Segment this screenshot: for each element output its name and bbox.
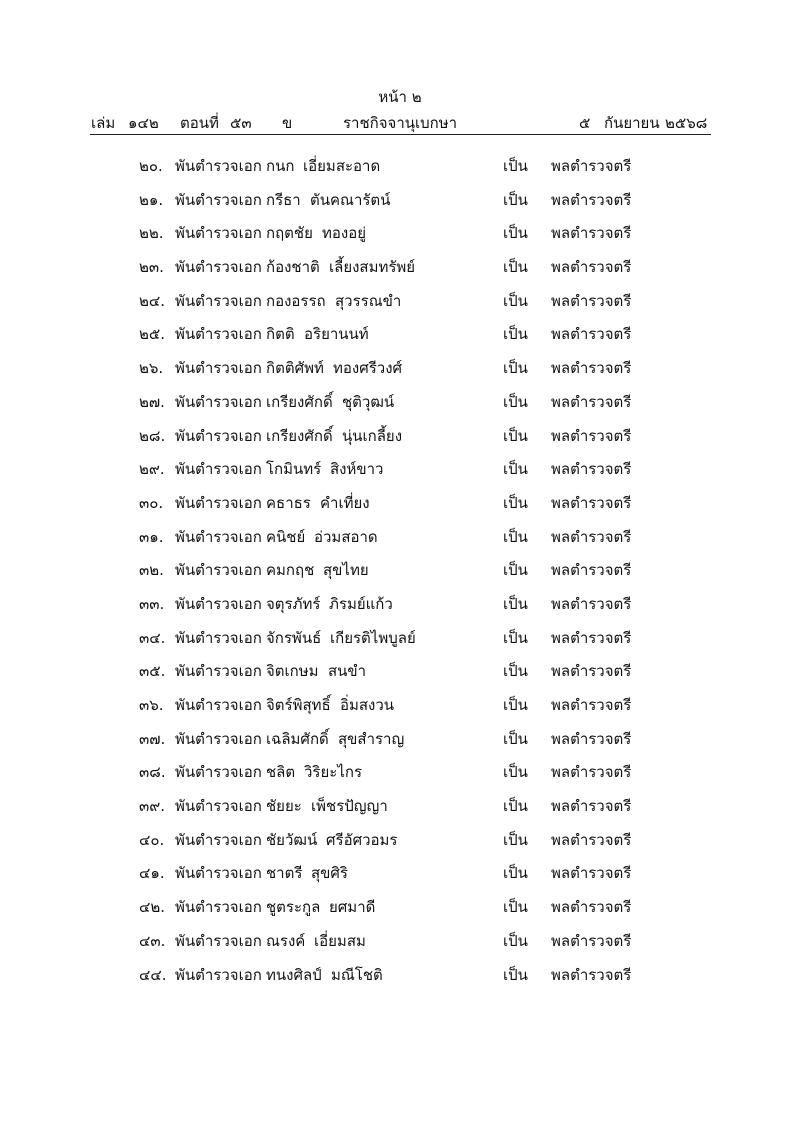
- first-name: กนก: [266, 157, 295, 175]
- date-month: กันยายน: [604, 114, 660, 132]
- last-name: สิงห์ขาว: [330, 460, 384, 479]
- new-rank: พลตำรวจตรี: [551, 797, 632, 816]
- last-name: เลี้ยงสมทรัพย์: [329, 258, 416, 277]
- list-item: [0, 830, 800, 864]
- new-rank: พลตำรวจตรี: [551, 830, 632, 849]
- current-rank: พันตำรวจเอก: [175, 224, 262, 243]
- date-day: ๕: [579, 114, 591, 132]
- current-rank: พันตำรวจเอก: [175, 628, 262, 647]
- new-rank: พลตำรวจตรี: [551, 729, 632, 748]
- as-word: เป็น: [503, 763, 528, 782]
- entry-number: ๓๗.: [139, 729, 166, 748]
- as-word: เป็น: [503, 325, 528, 344]
- as-word: เป็น: [503, 190, 528, 209]
- date-year: ๒๕๖๘: [665, 114, 708, 132]
- new-rank: พลตำรวจตรี: [551, 224, 632, 243]
- last-name: วิริยะไกร: [304, 763, 363, 782]
- first-name: กิตติศัพท์: [266, 359, 324, 378]
- list-item: [0, 628, 800, 662]
- new-rank: พลตำรวจตรี: [551, 359, 632, 378]
- as-word: เป็น: [503, 628, 528, 647]
- volume-label: เล่ม: [91, 114, 116, 132]
- first-name: เกรียงศักดิ์: [266, 392, 333, 411]
- entry-number: ๓๓.: [139, 594, 165, 613]
- first-name: เกรียงศักดิ์: [266, 426, 333, 445]
- entry-number: ๒๒.: [139, 224, 164, 243]
- current-rank: พันตำรวจเอก: [175, 830, 262, 849]
- list-item: [0, 156, 800, 190]
- first-name: จิตเกษม: [266, 662, 319, 681]
- new-rank: พลตำรวจตรี: [551, 561, 632, 580]
- first-name: คธาธร: [266, 493, 311, 512]
- as-word: เป็น: [503, 594, 528, 613]
- as-word: เป็น: [503, 460, 528, 479]
- new-rank: พลตำรวจตรี: [551, 460, 632, 479]
- first-name: ชูตระกูล: [266, 898, 321, 917]
- list-item: [0, 358, 800, 392]
- first-name: เฉลิมศักดิ์: [266, 729, 329, 748]
- first-name: ชาตรี: [266, 864, 303, 883]
- new-rank: พลตำรวจตรี: [551, 157, 632, 175]
- new-rank: พลตำรวจตรี: [551, 258, 632, 277]
- last-name: มณีโชติ: [331, 965, 383, 984]
- issue-number: ๕๓: [230, 114, 252, 132]
- first-name: กฤตชัย: [266, 224, 313, 243]
- entry-number: ๒๙.: [139, 460, 165, 479]
- first-name: กองอรรถ: [266, 291, 326, 310]
- entry-number: ๒๕.: [139, 325, 166, 344]
- current-rank: พันตำรวจเอก: [175, 662, 262, 681]
- list-item: [0, 762, 800, 796]
- first-name: ชัยยะ: [266, 797, 302, 816]
- list-item: [0, 931, 800, 965]
- last-name: ทองศรีวงศ์: [333, 359, 403, 378]
- new-rank: พลตำรวจตรี: [551, 291, 632, 310]
- list-item: [0, 257, 800, 291]
- entry-number: ๔๓.: [139, 931, 166, 950]
- list-item: [0, 223, 800, 257]
- first-name: ก้องชาติ: [266, 258, 320, 277]
- new-rank: พลตำรวจตรี: [551, 594, 632, 613]
- current-rank: พันตำรวจเอก: [175, 527, 262, 546]
- entry-number: ๔๒.: [139, 898, 166, 917]
- as-word: เป็น: [503, 696, 528, 714]
- entry-number: ๔๐.: [139, 830, 165, 849]
- last-name: คำเที่ยง: [320, 493, 370, 512]
- first-name: จิตร์พิสุทธิ์: [266, 696, 331, 714]
- first-name: จักรพันธ์: [266, 628, 322, 647]
- as-word: เป็น: [503, 931, 528, 950]
- new-rank: พลตำรวจตรี: [551, 527, 632, 546]
- entry-number: ๓๒.: [139, 561, 164, 580]
- entry-number: ๒๖.: [139, 359, 164, 378]
- list-item: [0, 695, 800, 729]
- first-name: ชลิต: [266, 763, 296, 782]
- page-number: หน้า ๒: [378, 88, 422, 106]
- last-name: ตันคณารัตน์: [310, 190, 391, 209]
- current-rank: พันตำรวจเอก: [175, 359, 262, 378]
- first-name: จตุรภัทร์: [266, 594, 321, 613]
- current-rank: พันตำรวจเอก: [175, 797, 262, 816]
- entry-number: ๓๐.: [139, 493, 164, 512]
- new-rank: พลตำรวจตรี: [551, 628, 632, 647]
- current-rank: พันตำรวจเอก: [175, 460, 262, 479]
- header-rule: [90, 134, 711, 135]
- new-rank: พลตำรวจตรี: [551, 493, 632, 512]
- first-name: คมกฤช: [266, 561, 315, 580]
- gazette-name: ราชกิจจานุเบกษา: [343, 114, 458, 132]
- as-word: เป็น: [503, 224, 528, 243]
- gazette-header: [0, 111, 800, 133]
- promotion-list: [0, 156, 800, 998]
- list-item: [0, 392, 800, 426]
- list-item: [0, 527, 800, 561]
- new-rank: พลตำรวจตรี: [551, 426, 632, 445]
- last-name: เอี่ยมสม: [314, 931, 366, 950]
- last-name: ภิรมย์แก้ว: [329, 594, 393, 613]
- entry-number: ๒๘.: [139, 426, 166, 445]
- current-rank: พันตำรวจเอก: [175, 931, 262, 950]
- entry-number: ๒๑.: [139, 190, 164, 209]
- list-item: [0, 291, 800, 325]
- first-name: ทนงศิลป์: [266, 965, 322, 984]
- entry-number: ๓๙.: [139, 797, 166, 816]
- last-name: สุขไทย: [323, 561, 369, 580]
- new-rank: พลตำรวจตรี: [551, 898, 632, 917]
- entry-number: ๓๑.: [139, 527, 164, 546]
- last-name: สุขศิริ: [311, 864, 348, 883]
- list-item: [0, 729, 800, 763]
- new-rank: พลตำรวจตรี: [551, 965, 632, 984]
- list-item: [0, 661, 800, 695]
- as-word: เป็น: [503, 426, 528, 445]
- new-rank: พลตำรวจตรี: [551, 864, 632, 883]
- list-item: [0, 459, 800, 493]
- entry-number: ๓๕.: [139, 662, 166, 681]
- first-name: ณรงค์: [266, 931, 306, 950]
- first-name: กิตติ: [266, 325, 295, 344]
- as-word: เป็น: [503, 157, 528, 175]
- current-rank: พันตำรวจเอก: [175, 157, 262, 175]
- current-rank: พันตำรวจเอก: [175, 325, 262, 344]
- new-rank: พลตำรวจตรี: [551, 325, 632, 344]
- as-word: เป็น: [503, 561, 528, 580]
- entry-number: ๓๘.: [139, 763, 166, 782]
- as-word: เป็น: [503, 662, 528, 681]
- last-name: เพ็ชรปัญญา: [311, 797, 388, 816]
- entry-number: ๒๔.: [139, 291, 166, 310]
- last-name: ยศมาดี: [329, 898, 376, 917]
- first-name: กรีธา: [266, 190, 301, 209]
- last-name: ชุติวุฒน์: [342, 392, 395, 411]
- list-item: [0, 965, 800, 999]
- list-item: [0, 796, 800, 830]
- current-rank: พันตำรวจเอก: [175, 291, 262, 310]
- new-rank: พลตำรวจตรี: [551, 696, 632, 714]
- last-name: เอี่ยมสะอาด: [303, 157, 381, 175]
- last-name: ศรีอัศวอมร: [326, 830, 398, 849]
- current-rank: พันตำรวจเอก: [175, 190, 262, 209]
- entry-number: ๓๖.: [139, 696, 164, 714]
- first-name: ชัยวัฒน์: [266, 830, 318, 849]
- current-rank: พันตำรวจเอก: [175, 864, 262, 883]
- last-name: เกียรติไพบูลย์: [330, 628, 416, 647]
- list-item: [0, 897, 800, 931]
- list-item: [0, 190, 800, 224]
- current-rank: พันตำรวจเอก: [175, 898, 262, 917]
- last-name: อ่วมสอาด: [314, 527, 378, 546]
- list-item: [0, 493, 800, 527]
- list-item: [0, 594, 800, 628]
- as-word: เป็น: [503, 729, 528, 748]
- entry-number: ๔๑.: [139, 864, 165, 883]
- entry-number: ๔๔.: [139, 965, 167, 984]
- current-rank: พันตำรวจเอก: [175, 258, 262, 277]
- as-word: เป็น: [503, 864, 528, 883]
- current-rank: พันตำรวจเอก: [175, 493, 262, 512]
- as-word: เป็น: [503, 527, 528, 546]
- as-word: เป็น: [503, 258, 528, 277]
- as-word: เป็น: [503, 830, 528, 849]
- last-name: นุ่นเกลี้ยง: [342, 426, 403, 445]
- list-item: [0, 426, 800, 460]
- new-rank: พลตำรวจตรี: [551, 190, 632, 209]
- as-word: เป็น: [503, 898, 528, 917]
- last-name: สุวรรณขำ: [335, 291, 402, 310]
- list-item: [0, 560, 800, 594]
- current-rank: พันตำรวจเอก: [175, 594, 262, 613]
- current-rank: พันตำรวจเอก: [175, 561, 262, 580]
- current-rank: พันตำรวจเอก: [175, 763, 262, 782]
- as-word: เป็น: [503, 965, 528, 984]
- last-name: สนขำ: [328, 662, 367, 681]
- section-letter: ข: [282, 114, 293, 132]
- last-name: อริยานนท์: [304, 325, 369, 344]
- as-word: เป็น: [503, 797, 528, 816]
- current-rank: พันตำรวจเอก: [175, 696, 262, 714]
- entry-number: ๒๓.: [139, 258, 164, 277]
- current-rank: พันตำรวจเอก: [175, 426, 262, 445]
- issue-label: ตอนที่: [180, 114, 219, 132]
- current-rank: พันตำรวจเอก: [175, 729, 262, 748]
- list-item: [0, 863, 800, 897]
- last-name: อิ่มสงวน: [340, 696, 395, 714]
- current-rank: พันตำรวจเอก: [175, 965, 262, 984]
- as-word: เป็น: [503, 291, 528, 310]
- first-name: โกมินทร์: [266, 460, 322, 479]
- as-word: เป็น: [503, 392, 528, 411]
- new-rank: พลตำรวจตรี: [551, 392, 632, 411]
- as-word: เป็น: [503, 493, 528, 512]
- current-rank: พันตำรวจเอก: [175, 392, 262, 411]
- new-rank: พลตำรวจตรี: [551, 763, 632, 782]
- last-name: สุขสำราญ: [338, 729, 405, 748]
- entry-number: ๒๐.: [139, 157, 163, 175]
- volume-number: ๑๔๒: [128, 114, 159, 132]
- new-rank: พลตำรวจตรี: [551, 662, 632, 681]
- entry-number: ๒๗.: [139, 392, 165, 411]
- entry-number: ๓๔.: [139, 628, 166, 647]
- list-item: [0, 324, 800, 358]
- last-name: ทองอยู่: [322, 224, 367, 243]
- as-word: เป็น: [503, 359, 528, 378]
- new-rank: พลตำรวจตรี: [551, 931, 632, 950]
- first-name: คนิชย์: [266, 527, 306, 546]
